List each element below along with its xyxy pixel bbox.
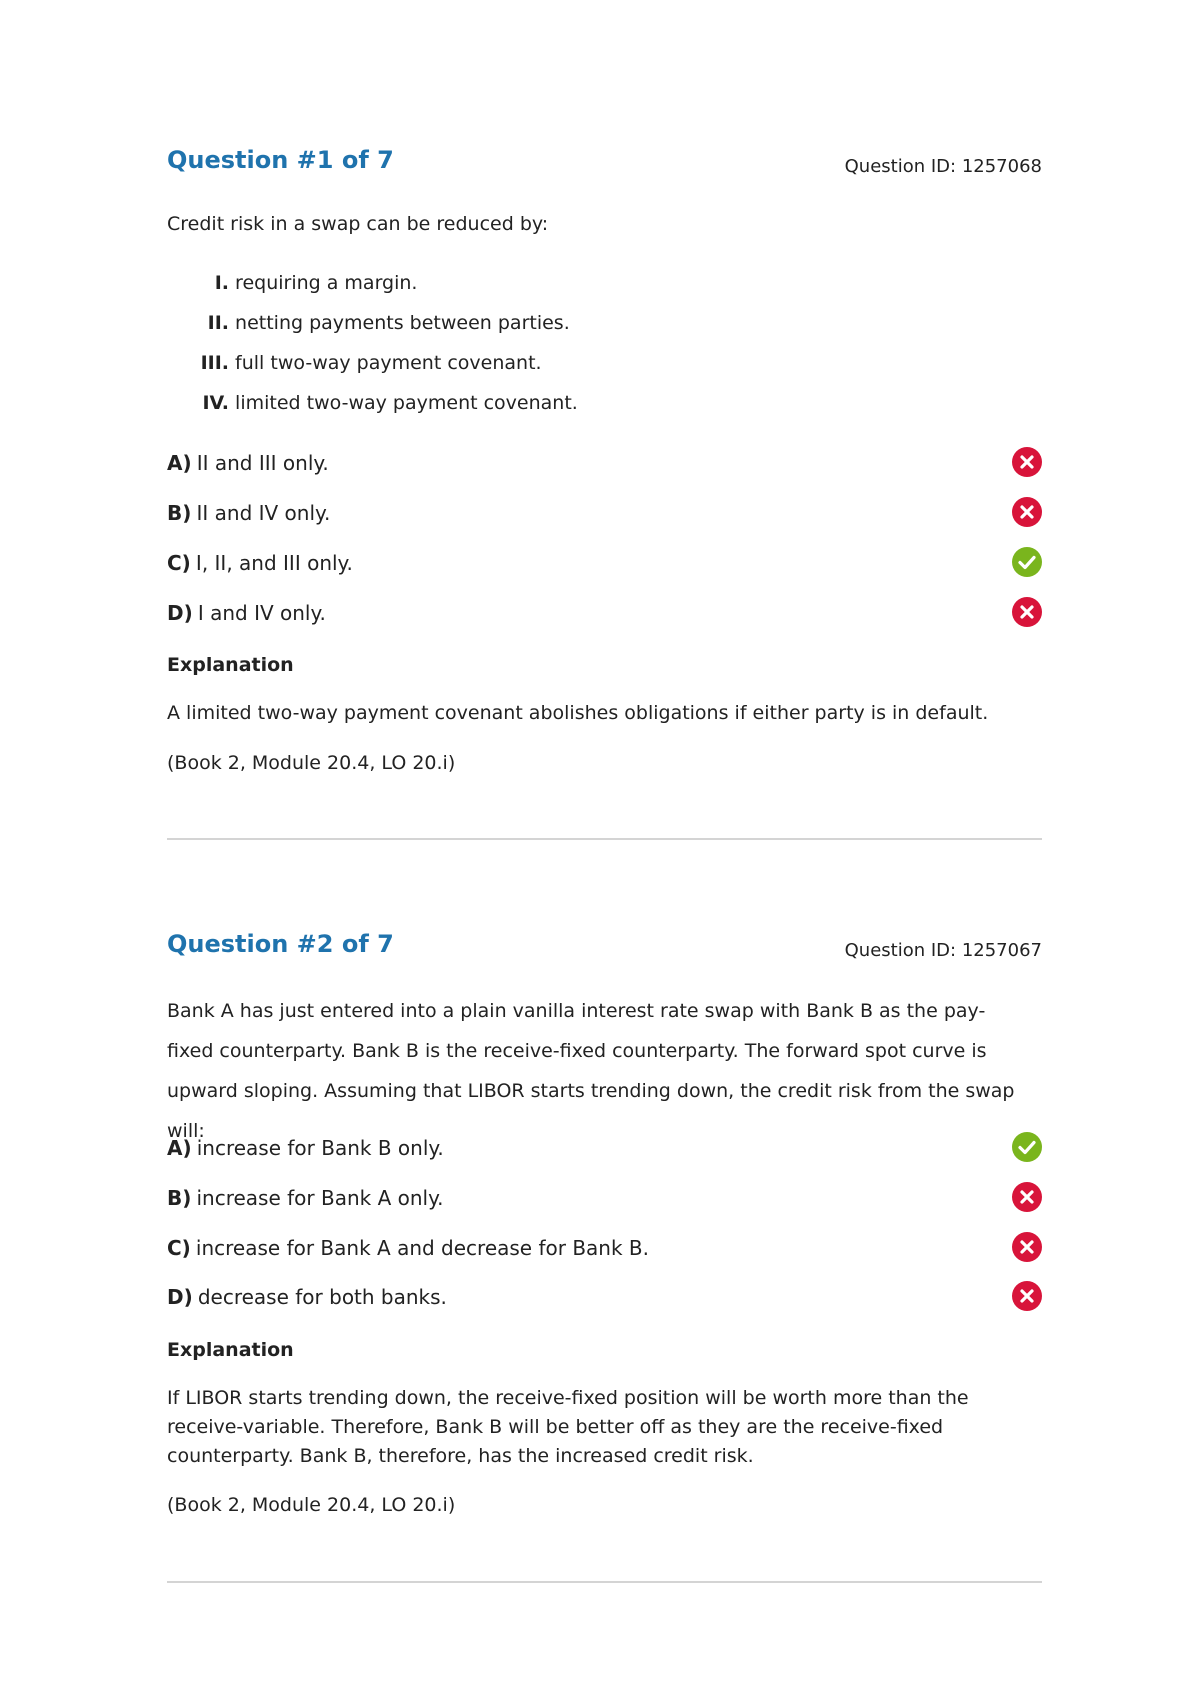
checkmark-circle-icon bbox=[1012, 1132, 1042, 1162]
question-1-option-c[interactable] bbox=[167, 543, 1042, 583]
statement-item bbox=[167, 343, 967, 383]
question-1-explanation-heading: Explanation bbox=[167, 654, 294, 676]
statement-text: netting payments between parties. bbox=[235, 312, 570, 334]
x-circle-icon bbox=[1012, 497, 1042, 527]
option-text: II and III only. bbox=[196, 451, 329, 475]
question-divider bbox=[167, 838, 1042, 840]
x-circle-icon bbox=[1012, 1232, 1042, 1262]
option-letter: B) bbox=[167, 1186, 192, 1210]
option-letter: C) bbox=[167, 551, 191, 575]
option-letter: C) bbox=[167, 1236, 191, 1260]
question-divider bbox=[167, 1581, 1042, 1583]
checkmark-circle-icon bbox=[1012, 547, 1042, 577]
question-1-id: Question ID: 1257068 bbox=[844, 156, 1042, 177]
question-2-option-d[interactable] bbox=[167, 1277, 1042, 1317]
option-text: increase for Bank A only. bbox=[196, 1186, 444, 1210]
x-circle-icon bbox=[1012, 447, 1042, 477]
question-2-option-c[interactable] bbox=[167, 1228, 1042, 1268]
question-2-stem: Bank A has just entered into a plain vanilla interest rate swap with Bank B as the pay-fixed counterparty. Bank B is the receive-fixed counterparty. The forward spot curve is upward sloping. Assuming that LIBOR starts trending down, the credit risk from the swap will: bbox=[167, 1000, 1015, 1142]
question-1-stem: Credit risk in a swap can be reduced by: bbox=[167, 213, 549, 235]
option-letter: B) bbox=[167, 501, 192, 525]
question-2-explanation-heading: Explanation bbox=[167, 1339, 294, 1361]
option-letter: D) bbox=[167, 601, 193, 625]
statement-number: III. bbox=[200, 352, 229, 374]
statement-text: limited two-way payment covenant. bbox=[235, 392, 578, 414]
question-1-reference: (Book 2, Module 20.4, LO 20.i) bbox=[167, 752, 456, 774]
statement-number: I. bbox=[214, 272, 229, 294]
question-2-title: Question #2 of 7 bbox=[167, 930, 394, 958]
question-2-option-a[interactable] bbox=[167, 1128, 1042, 1168]
question-2-reference: (Book 2, Module 20.4, LO 20.i) bbox=[167, 1494, 456, 1516]
question-1-option-b[interactable] bbox=[167, 493, 1042, 533]
x-circle-icon bbox=[1012, 1281, 1042, 1311]
statement-text: requiring a margin. bbox=[235, 272, 418, 294]
statement-item bbox=[167, 303, 967, 343]
question-1-explanation-text: A limited two-way payment covenant abolishes obligations if either party is in default. bbox=[167, 702, 989, 724]
option-text: decrease for both banks. bbox=[197, 1285, 447, 1309]
question-2-explanation-text: If LIBOR starts trending down, the receive-fixed position will be worth more than the receive-variable. Therefore, Bank B will be better off as they are the receive-fixed counterparty. Bank B, therefore, has the increased credit risk. bbox=[167, 1387, 969, 1467]
option-letter: A) bbox=[167, 451, 192, 475]
question-1-statement-list bbox=[167, 263, 967, 423]
option-text: increase for Bank A and decrease for Bank B. bbox=[195, 1236, 649, 1260]
option-text: increase for Bank B only. bbox=[196, 1136, 444, 1160]
statement-text: full two-way payment covenant. bbox=[235, 352, 542, 374]
option-letter: D) bbox=[167, 1285, 193, 1309]
x-circle-icon bbox=[1012, 597, 1042, 627]
statement-item bbox=[167, 263, 967, 303]
question-1-option-a[interactable] bbox=[167, 443, 1042, 483]
question-2-id: Question ID: 1257067 bbox=[844, 940, 1042, 961]
question-1-option-d[interactable] bbox=[167, 593, 1042, 633]
statement-item bbox=[167, 383, 967, 423]
statement-number: IV. bbox=[202, 392, 229, 414]
option-letter: A) bbox=[167, 1136, 192, 1160]
option-text: I, II, and III only. bbox=[195, 551, 353, 575]
option-text: I and IV only. bbox=[197, 601, 326, 625]
statement-number: II. bbox=[207, 312, 229, 334]
question-1-title: Question #1 of 7 bbox=[167, 146, 394, 174]
x-circle-icon bbox=[1012, 1182, 1042, 1212]
question-2-option-b[interactable] bbox=[167, 1178, 1042, 1218]
option-text: II and IV only. bbox=[196, 501, 331, 525]
